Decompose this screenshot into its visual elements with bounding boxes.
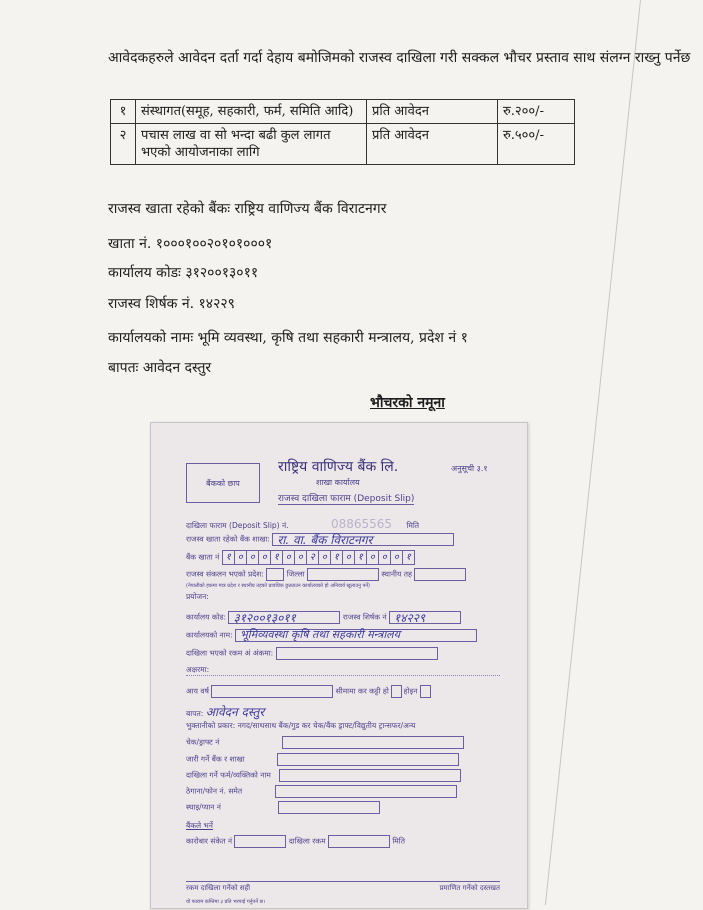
district-box <box>307 568 379 581</box>
bank-stamp-box: बैंकको छाप <box>186 463 260 503</box>
office-name-handwriting: भूमिव्यवस्था कृषि तथा सहकारी मन्त्रालय <box>240 628 401 641</box>
province-label: राजस्व संकलन भएको प्रदेश: <box>186 569 264 579</box>
deposit-amount-box <box>328 835 390 848</box>
voucher-sample-image <box>150 422 528 909</box>
yes-checkbox <box>391 685 402 698</box>
fee-sn: २ <box>111 124 136 165</box>
verifier-sign-label: प्रमाणित गर्नेको दस्तखत <box>439 884 500 892</box>
voucher-footer <box>186 881 500 905</box>
account-digit: ० <box>318 550 331 565</box>
amount-words-label: अक्षरमा: <box>186 665 210 674</box>
revenue-head-handwriting: १४२२९ <box>393 611 426 625</box>
slip-label: दाखिला फाराम (Deposit Slip) नं. <box>186 521 289 530</box>
account-digit: १ <box>270 550 283 565</box>
account-digit: १ <box>330 550 343 565</box>
office-code-label: कार्यालय कोड: <box>186 612 227 622</box>
bank-line: राजस्व खाता रहेको बैंकः राष्ट्रिय वाणिज्य बैंक विराटनगर <box>108 201 387 217</box>
fee-description: पचास लाख वा सो भन्दा बढी कुल लागत भएको आयोजनाका लागि <box>136 124 367 165</box>
local-box <box>414 568 466 581</box>
voucher-footnote: यो फाराम कम्तिमा ३ प्रति भरपाई गर्नुपर्ने छ। <box>186 899 266 905</box>
account-digit: ० <box>342 550 355 565</box>
account-row <box>186 550 500 565</box>
cheque-row <box>186 736 500 749</box>
issuing-bank-box <box>277 753 459 766</box>
bank-branch-row <box>186 533 500 546</box>
depositor-label: दाखिला गर्ने फर्म/व्यक्तिको नाम <box>186 770 271 780</box>
voucher-heading: भौचरको नमूना <box>370 395 445 411</box>
fee-table <box>110 99 575 165</box>
account-line: खाता नं. १०००१००२०१०१०००१ <box>108 236 273 252</box>
office-name-row <box>186 629 500 642</box>
account-digit: ० <box>294 550 307 565</box>
purpose-line: बापतः आवेदन दस्तुर <box>108 360 212 376</box>
issuing-bank-label: जारी गर्ने बैंक र शाखा <box>186 754 245 764</box>
account-digit: ० <box>246 550 259 565</box>
pan-row <box>186 801 500 814</box>
account-digit: ० <box>366 550 379 565</box>
payment-type-label: भुक्तानीको प्रकार: नगद/साथसाथ बैंक/गुड कर चेक/बैंक ड्राफ्ट/विद्युतीय ट्रान्सफर/अन्य <box>186 721 416 730</box>
account-digit: ० <box>258 550 271 565</box>
amount-figure-label: दाखिला भएको रकम अं अंकमा: <box>186 648 274 658</box>
bank-branch-box <box>272 533 454 546</box>
office-code-row <box>186 611 500 624</box>
revenue-head-line: राजस्व शिर्षक नं. १४२२९ <box>108 296 235 312</box>
depositor-box <box>279 769 461 782</box>
account-digit: १ <box>402 550 415 565</box>
yes-label: हो <box>382 686 389 696</box>
tax-label: सीमामा कर कट्टी <box>335 686 381 696</box>
pan-box <box>278 801 380 814</box>
fee-description: संस्थागत(समूह, सहकारी, फर्म, समिति आदि) <box>136 100 367 124</box>
purpose2-label: बापत: <box>186 709 204 718</box>
date-label: मिति <box>406 521 420 530</box>
bank-use-label: बैंकले भर्ने <box>186 821 213 830</box>
purpose2-handwriting: आवेदन दस्तुर <box>205 705 265 719</box>
account-digit: २ <box>306 550 319 565</box>
account-digit-boxes <box>222 553 414 562</box>
fee-per: प्रति आवेदन <box>367 124 498 165</box>
fee-per: प्रति आवेदन <box>367 100 498 124</box>
txn-row <box>186 835 500 848</box>
account-digit: १ <box>222 550 235 565</box>
pan-label: स्थाइ/प्यान नं <box>186 802 221 812</box>
district-label: जिल्ला <box>286 569 305 579</box>
account-digit: ० <box>234 550 247 565</box>
cheque-label: चेक/ड्राफ्ट नं <box>186 737 220 747</box>
cheque-box <box>282 736 464 749</box>
address-row <box>186 785 500 798</box>
fiscal-box <box>211 685 333 698</box>
date2-label: मिति <box>392 836 405 846</box>
depositor-sign-label: रकम दाखिला गर्नेको सही <box>186 884 251 892</box>
purpose-label: प्रयोजन: <box>186 592 209 601</box>
office-name-line: कार्यालयको नामः भूमि व्यवस्था, कृषि तथा सहकारी मन्त्रालय, प्रदेश नं १ <box>108 330 468 346</box>
revenue-head-box <box>389 611 461 624</box>
fiscal-label: आय वर्ष <box>186 686 209 696</box>
amount-figure-row <box>186 647 500 660</box>
issuing-bank-row <box>186 753 500 766</box>
voucher-branch: शाखा कार्यालय <box>316 478 360 487</box>
table-row <box>111 124 575 165</box>
fee-amount: रु.२००/- <box>498 100 575 124</box>
office-name-label: कार्यालयको नाम: <box>186 630 233 640</box>
fiscal-row <box>186 685 500 698</box>
bank-branch-handwriting: रा. वा. बैंक विराटनगर <box>277 533 373 547</box>
local-label: स्थानीय तह <box>381 569 412 579</box>
voucher-bank-name: राष्ट्रिय वाणिज्य बैंक लि. <box>278 459 399 475</box>
voucher-annex: अनुसूची ३.१ <box>451 464 488 473</box>
province-row <box>186 568 500 581</box>
address-label: ठेगाना/फोन नं. समेत <box>186 786 243 796</box>
voucher-form-name: राजस्व दाखिला फाराम (Deposit Slip) <box>278 491 414 505</box>
account-digit: ० <box>378 550 391 565</box>
office-code-box <box>228 611 340 624</box>
account-label: बैंक खाता नं <box>186 552 220 562</box>
dotted-line <box>186 675 500 676</box>
amount-figure-box <box>276 647 438 660</box>
intro-text: आवेदकहरुले आवेदन दर्ता गर्दा देहाय बमोजिमको राजस्व दाखिला गरी सक्कल भौचर प्रस्ताव साथ संलग्न राख्नु पर्नेछ <box>108 50 691 66</box>
deposit-amount-label: दाखिला रकम <box>288 836 326 846</box>
address-box <box>275 785 457 798</box>
account-digit: १ <box>354 550 367 565</box>
account-digit: ० <box>282 550 295 565</box>
note-row: (नेपालीको हकमा मात्र प्रदेश र स्थानीय तहको प्रावधिक छुट्याउन कार्यालयको हो अनिवार्य खुलाउनु पर्ने) <box>186 583 371 589</box>
slip-row <box>186 517 500 531</box>
no-label: होइन <box>403 686 418 696</box>
deposit-slip-form <box>186 451 500 905</box>
office-name-box <box>235 629 477 642</box>
purpose2-row <box>186 703 500 720</box>
table-row <box>111 100 575 124</box>
revenue-head-label: राजस्व शिर्षक नं <box>342 612 387 622</box>
no-checkbox <box>420 685 431 698</box>
province-box <box>266 568 284 581</box>
fee-amount: रु.५००/- <box>498 124 575 165</box>
txn-box <box>234 835 286 848</box>
slip-number: 08865565 <box>330 517 393 531</box>
office-code-line: कार्यालय कोडः ३१२००१३०११ <box>108 265 259 281</box>
bank-branch-label: राजस्व खाता रहेको बैंक शाखा: <box>186 534 270 544</box>
depositor-row <box>186 769 500 782</box>
txn-label: कारोबार संकेत नं <box>186 836 233 846</box>
fee-sn: १ <box>111 100 136 124</box>
office-code-handwriting: ३१२००१३०११ <box>233 611 296 625</box>
account-digit: ० <box>390 550 403 565</box>
